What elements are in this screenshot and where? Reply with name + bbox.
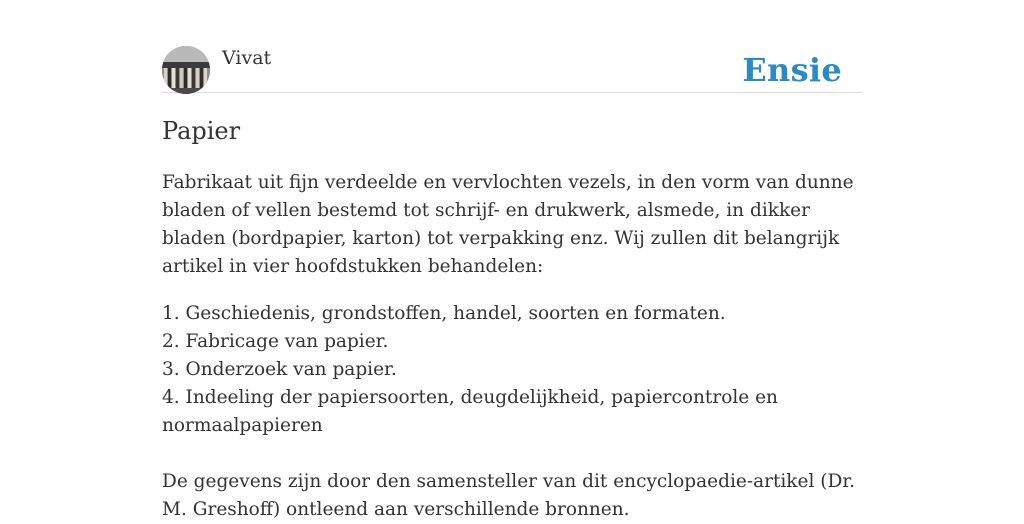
article-title: Papier: [162, 117, 241, 145]
author-name[interactable]: Vivat: [222, 47, 272, 69]
article-body: [162, 169, 862, 524]
list-item: 3. Onderzoek van papier.: [162, 359, 397, 380]
spacer: [162, 440, 862, 468]
site-logo[interactable]: Ensie: [742, 51, 842, 89]
list-item: 1. Geschiedenis, grondstoffen, handel, soorten en formaten.: [162, 303, 726, 324]
author-avatar[interactable]: [162, 46, 210, 94]
list-item: 2. Fabricage van papier.: [162, 331, 389, 352]
page-header: [162, 46, 862, 93]
article-intro: Fabrikaat uit fijn verdeelde en vervlochten vezels, in den vorm van dunne bladen of vellen bestemd tot schrijf- en drukwerk, alsmede, in dikker bladen (bordpapier, karton) tot verpakking enz. Wij zullen dit belangrijk artikel in vier hoofdstukken behandelen:: [162, 172, 854, 277]
list-item: 4. Indeeling der papiersoorten, deugdelijkheid, papiercontrole en normaalpapieren: [162, 387, 778, 436]
chapter-list: [162, 300, 862, 440]
source-note: De gegevens zijn door den samensteller van dit encyclopaedie-artikel (Dr. M. Greshoff) ontleend aan verschillende bronnen.: [162, 471, 856, 520]
books-avatar-icon: [162, 46, 210, 94]
